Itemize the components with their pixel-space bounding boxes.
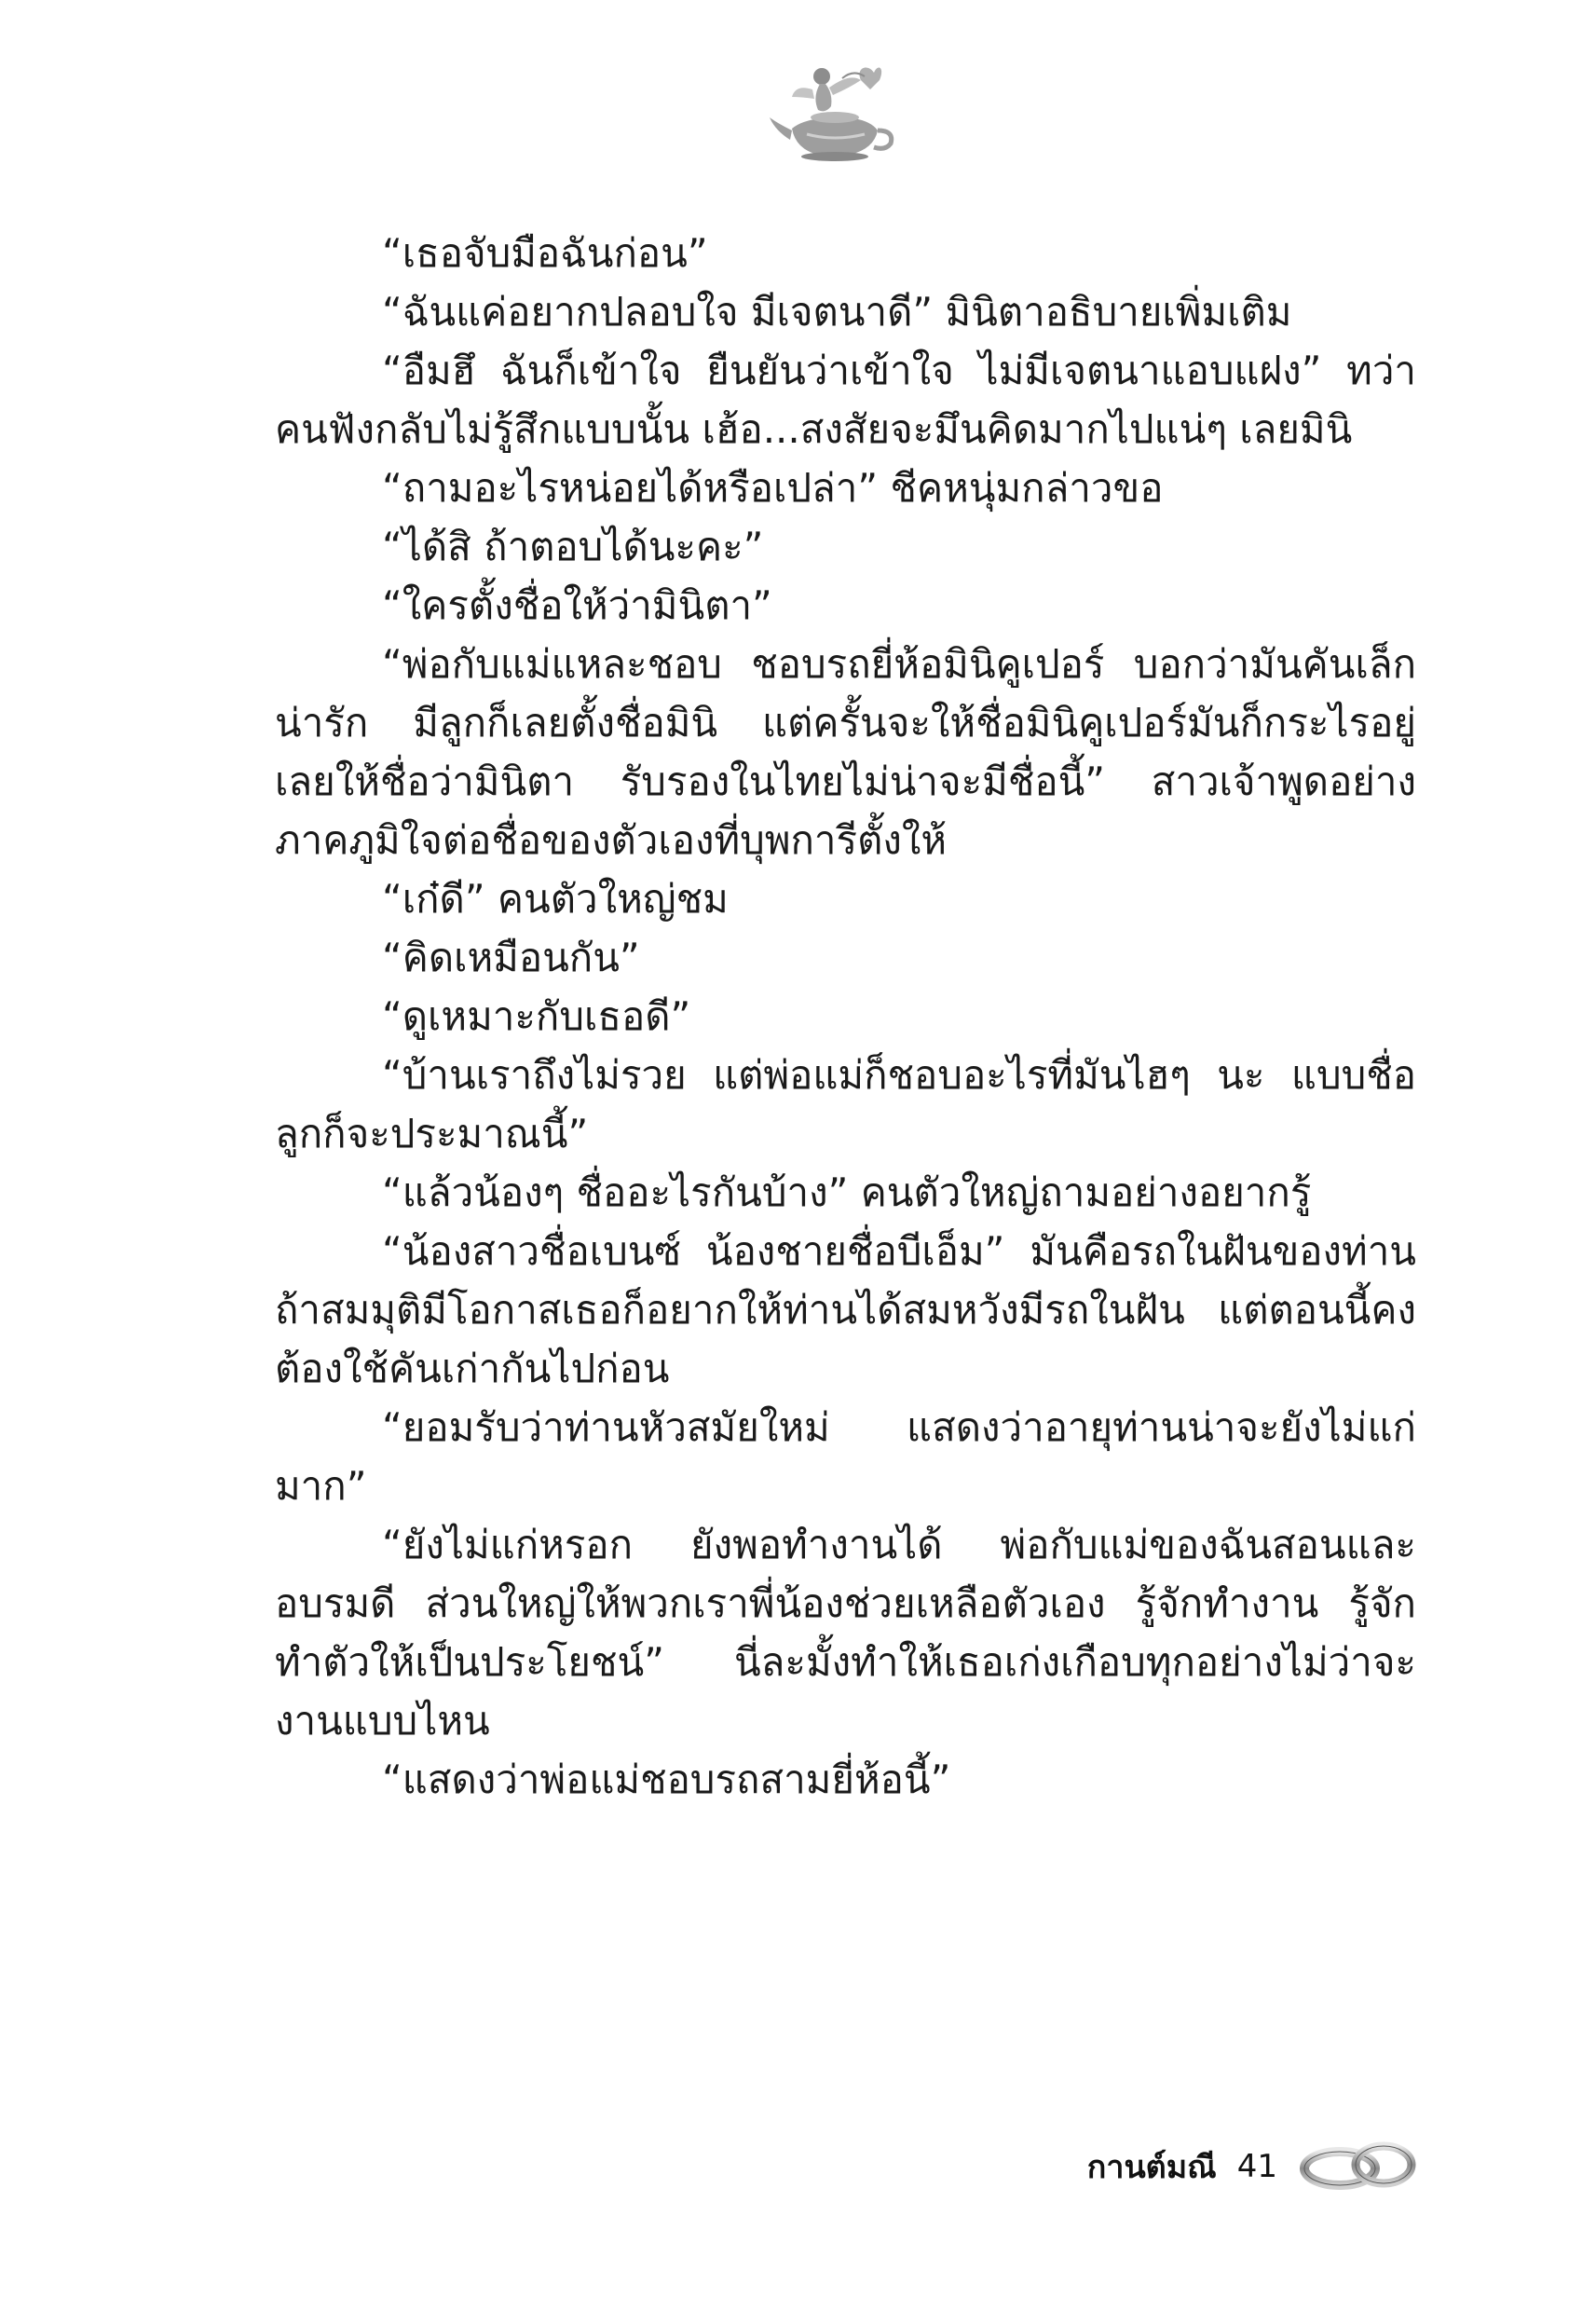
paragraph: “ยอมรับว่าท่านหัวสมัยใหม่ แสดงว่าอายุท่านน่าจะยังไม่แก่มาก” (275, 1404, 1416, 1509)
paragraph: “เก๋ดี” คนตัวใหญ่ชม (382, 876, 729, 922)
page-footer (1087, 2134, 1419, 2199)
paragraph: “ดูเหมาะกับเธอดี” (382, 993, 691, 1039)
paragraph: “น้องสาวชื่อเบนซ์ น้องชายชื่อบีเอ็ม” มันคือรถในฝันของท่าน ถ้าสมมุติมีโอกาสเธอก็อยากให้ท่านได้สมหวังมีรถในฝัน แต่ตอนนี้คงต้องใช้คันเก่ากันไปก่อน (275, 1228, 1416, 1391)
rings-icon (1298, 2137, 1419, 2196)
story-body (275, 224, 1416, 1809)
paragraph: “เธอจับมือฉันก่อน” (382, 230, 708, 276)
cupid-teapot-ornament-icon (764, 56, 904, 168)
paragraph: “ฉันแค่อยากปลอบใจ มีเจตนาดี” มินิตาอธิบายเพิ่มเติม (382, 289, 1292, 335)
paragraph: “ถามอะไรหน่อยได้หรือเปล่า” ชีคหนุ่มกล่าวขอ (382, 465, 1164, 511)
paragraph: “ยังไม่แก่หรอก ยังพอทำงานได้ พ่อกับแม่ของฉันสอนและอบรมดี ส่วนใหญ่ให้พวกเราพี่น้องช่วยเหลือตัวเอง รู้จักทำงาน รู้จักทำตัวให้เป็นประโยชน์” นี่ละมั้งทำให้เธอเก่งเกือบทุกอย่างไม่ว่าจะงานแบบไหน (275, 1522, 1416, 1744)
paragraph: “บ้านเราถึงไม่รวย แต่พ่อแม่ก็ชอบอะไรที่มันไฮๆ นะ แบบชื่อลูกก็จะประมาณนี้” (275, 1052, 1416, 1156)
paragraph: “แสดงว่าพ่อแม่ชอบรถสามยี่ห้อนี้” (382, 1757, 951, 1802)
paragraph: “ใครตั้งชื่อให้ว่ามินิตา” (382, 582, 772, 628)
paragraph: “แล้วน้องๆ ชื่ออะไรกันบ้าง” คนตัวใหญ่ถามอย่างอยากรู้ (382, 1169, 1312, 1215)
paragraph: “พ่อกับแม่แหละชอบ ชอบรถยี่ห้อมินิคูเปอร์ บอกว่ามันคันเล็กน่ารัก มีลูกก็เลยตั้งชื่อมินิ แต่ครั้นจะให้ชื่อมินิคูเปอร์มันก็กระไรอยู่ เลยให้ชื่อว่ามินิตา รับรองในไทยไม่น่าจะมีชื่อนี้” สาวเจ้าพูดอย่างภาคภูมิใจต่อชื่อของตัวเองที่บุพการีตั้งให้ (275, 641, 1416, 863)
paragraph: “ได้สิ ถ้าตอบได้นะคะ” (382, 524, 764, 569)
paragraph: “อืมฮึ ฉันก็เข้าใจ ยืนยันว่าเข้าใจ ไม่มีเจตนาแอบแฝง” ทว่าคนฟังกลับไม่รู้สึกแบบนั้น เฮ้อ...สงสัยจะมึนคิดมากไปแน่ๆ เลยมินิ (275, 348, 1416, 452)
page-number: 41 (1236, 2148, 1277, 2185)
paragraph: “คิดเหมือนกัน” (382, 935, 640, 980)
book-title: กานต์มณี (1086, 2149, 1217, 2186)
